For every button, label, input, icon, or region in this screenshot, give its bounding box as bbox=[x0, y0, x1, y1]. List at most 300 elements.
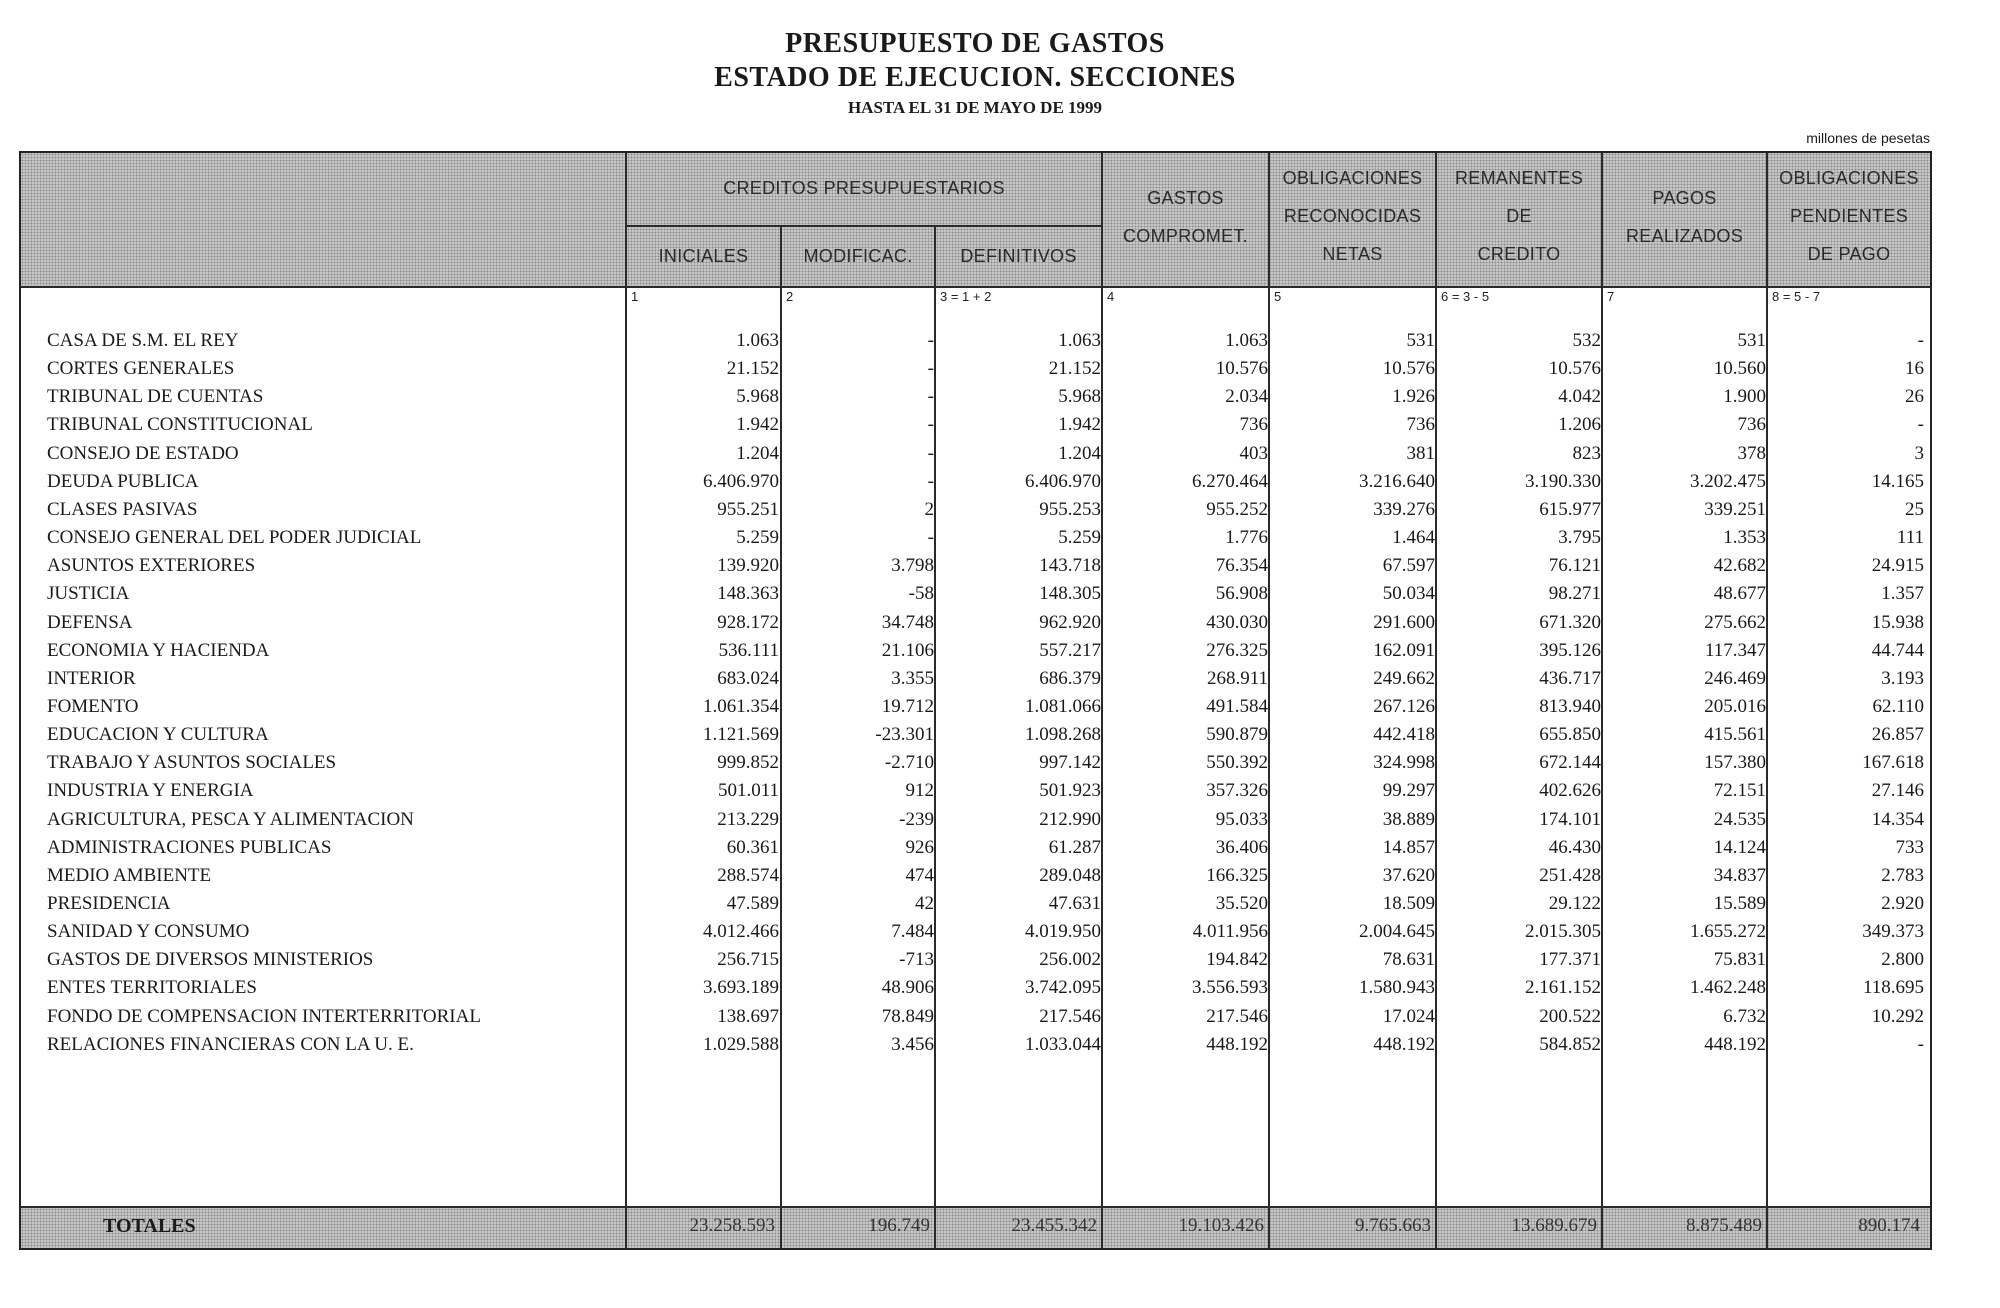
cell-definitivos: 1.081.066 bbox=[1025, 695, 1101, 717]
cell-pagos: 34.837 bbox=[1713, 864, 1766, 886]
cell-definitivos: 5.968 bbox=[1058, 386, 1101, 408]
formula-8: 8 = 5 - 7 bbox=[1772, 289, 1821, 304]
cell-iniciales: 536.111 bbox=[718, 639, 779, 661]
cell-pagos: 1.655.272 bbox=[1690, 921, 1766, 943]
cell-definitivos: 1.942 bbox=[1058, 414, 1101, 436]
table-row bbox=[21, 806, 1934, 834]
cell-definitivos: 47.631 bbox=[1048, 893, 1101, 914]
total-obligaciones: 9.765.663 bbox=[1355, 1215, 1431, 1236]
cell-modificac: - bbox=[927, 470, 934, 492]
cell-remanentes: 10.576 bbox=[1548, 358, 1601, 380]
cell-pagos: 339.251 bbox=[1704, 498, 1766, 520]
cell-gastos: 10.576 bbox=[1215, 358, 1268, 380]
cell-pendientes: - bbox=[1917, 414, 1924, 436]
cell-pendientes: 118.695 bbox=[1862, 977, 1924, 999]
table-row bbox=[21, 580, 1934, 608]
cell-definitivos: 212.990 bbox=[1039, 808, 1101, 830]
table-row bbox=[21, 777, 1934, 805]
cell-obligaciones: 291.600 bbox=[1373, 611, 1435, 633]
cell-iniciales: 148.363 bbox=[717, 583, 779, 605]
row-label: RELACIONES FINANCIERAS CON LA U. E. bbox=[47, 1033, 414, 1055]
header-oblig-1: OBLIGACIONES bbox=[1282, 168, 1423, 188]
cell-definitivos: 217.546 bbox=[1039, 1005, 1101, 1027]
cell-pendientes: 24.915 bbox=[1871, 555, 1924, 577]
cell-pendientes: 26 bbox=[1905, 386, 1924, 408]
table-row bbox=[21, 440, 1934, 468]
cell-gastos: 276.325 bbox=[1206, 639, 1268, 661]
row-label: CORTES GENERALES bbox=[47, 358, 235, 380]
cell-definitivos: 148.305 bbox=[1039, 583, 1101, 605]
table-row bbox=[21, 749, 1934, 777]
row-label: FONDO DE COMPENSACION INTERTERRITORIAL bbox=[47, 1005, 481, 1027]
row-label: DEUDA PUBLICA bbox=[47, 470, 199, 492]
header-pend-1: OBLIGACIONES bbox=[1779, 168, 1919, 188]
row-label: FOMENTO bbox=[47, 695, 139, 717]
cell-pagos: 6.732 bbox=[1723, 1005, 1766, 1027]
totals-label: TOTALES bbox=[103, 1215, 196, 1237]
cell-remanentes: 174.101 bbox=[1539, 808, 1601, 830]
cell-pendientes: 733 bbox=[1895, 836, 1924, 858]
cell-iniciales: 1.063 bbox=[736, 330, 779, 351]
cell-pendientes: 111 bbox=[1896, 527, 1924, 549]
cell-obligaciones: 99.297 bbox=[1382, 780, 1435, 802]
report-date: HASTA EL 31 DE MAYO DE 1999 bbox=[847, 98, 1103, 117]
cell-gastos: 56.908 bbox=[1215, 583, 1268, 605]
cell-gastos: 35.520 bbox=[1215, 893, 1268, 914]
cell-modificac: -2.710 bbox=[884, 752, 934, 774]
cell-pagos: 117.347 bbox=[1704, 639, 1766, 661]
header-rem-3: CREDITO bbox=[1477, 244, 1561, 264]
cell-pagos: 72.151 bbox=[1713, 780, 1766, 802]
cell-obligaciones: 78.631 bbox=[1382, 949, 1435, 971]
cell-modificac: - bbox=[927, 442, 934, 464]
header-rem-2: DE bbox=[1506, 206, 1532, 226]
cell-iniciales: 21.152 bbox=[726, 358, 779, 380]
row-label: AGRICULTURA, PESCA Y ALIMENTACION bbox=[47, 808, 414, 830]
cell-definitivos: 997.142 bbox=[1039, 752, 1101, 774]
cell-modificac: 21.106 bbox=[881, 639, 934, 661]
cell-iniciales: 1.942 bbox=[736, 414, 779, 436]
total-modificac: 196.749 bbox=[868, 1215, 930, 1236]
cell-pagos: 10.560 bbox=[1713, 358, 1766, 380]
formula-7: 7 bbox=[1607, 289, 1615, 304]
cell-definitivos: 1.098.268 bbox=[1025, 724, 1101, 746]
cell-pagos: 736 bbox=[1737, 414, 1766, 436]
cell-modificac: - bbox=[927, 358, 934, 380]
cell-pagos: 157.380 bbox=[1704, 752, 1766, 774]
cell-iniciales: 501.011 bbox=[717, 780, 779, 802]
cell-remanentes: 436.717 bbox=[1539, 667, 1601, 689]
cell-iniciales: 6.406.970 bbox=[703, 470, 779, 492]
cell-definitivos: 1.063 bbox=[1058, 330, 1101, 351]
row-label: INTERIOR bbox=[47, 667, 136, 689]
cell-pendientes: - bbox=[1917, 1033, 1924, 1055]
row-label: DEFENSA bbox=[47, 611, 133, 633]
cell-gastos: 491.584 bbox=[1206, 695, 1268, 717]
cell-remanentes: 251.428 bbox=[1539, 864, 1601, 886]
table-row bbox=[21, 890, 1934, 918]
cell-pendientes: 3 bbox=[1914, 442, 1924, 464]
cell-modificac: -239 bbox=[899, 808, 934, 830]
cell-iniciales: 1.204 bbox=[736, 442, 779, 464]
budget-table bbox=[19, 151, 1932, 1250]
cell-obligaciones: 267.126 bbox=[1373, 695, 1435, 717]
cell-gastos: 357.326 bbox=[1206, 780, 1268, 802]
cell-gastos: 448.192 bbox=[1206, 1033, 1268, 1055]
cell-obligaciones: 18.509 bbox=[1382, 893, 1435, 914]
cell-gastos: 194.842 bbox=[1206, 949, 1268, 971]
total-remanentes: 13.689.679 bbox=[1511, 1215, 1597, 1236]
header-iniciales: INICIALES bbox=[658, 246, 749, 266]
cell-pagos: 275.662 bbox=[1704, 611, 1766, 633]
cell-remanentes: 823 bbox=[1572, 442, 1601, 464]
cell-modificac: 3.456 bbox=[891, 1033, 934, 1055]
cell-pendientes: 2.800 bbox=[1881, 949, 1924, 971]
cell-pendientes: 15.938 bbox=[1871, 611, 1924, 633]
cell-remanentes: 813.940 bbox=[1539, 695, 1601, 717]
table-row bbox=[21, 552, 1934, 580]
cell-definitivos: 289.048 bbox=[1039, 864, 1101, 886]
cell-pendientes: 3.193 bbox=[1881, 667, 1924, 689]
cell-obligaciones: 1.580.943 bbox=[1359, 977, 1435, 999]
cell-gastos: 590.879 bbox=[1206, 724, 1268, 746]
cell-iniciales: 60.361 bbox=[726, 836, 779, 858]
cell-modificac: - bbox=[927, 527, 934, 549]
cell-obligaciones: 1.464 bbox=[1392, 527, 1435, 549]
cell-obligaciones: 3.216.640 bbox=[1359, 470, 1435, 492]
units-note: millones de pesetas bbox=[1806, 130, 1930, 146]
cell-definitivos: 962.920 bbox=[1039, 611, 1101, 633]
cell-definitivos: 256.002 bbox=[1039, 949, 1101, 971]
formula-3: 3 = 1 + 2 bbox=[940, 289, 992, 304]
cell-gastos: 955.252 bbox=[1206, 498, 1268, 520]
cell-pendientes: 167.618 bbox=[1862, 752, 1924, 774]
cell-definitivos: 501.923 bbox=[1039, 780, 1101, 802]
cell-iniciales: 288.574 bbox=[717, 864, 779, 886]
formula-1: 1 bbox=[631, 289, 639, 304]
cell-iniciales: 4.012.466 bbox=[703, 921, 779, 943]
cell-remanentes: 655.850 bbox=[1539, 724, 1601, 746]
cell-definitivos: 955.253 bbox=[1039, 498, 1101, 520]
table-row bbox=[21, 1003, 1934, 1031]
cell-modificac: 2 bbox=[924, 498, 934, 520]
table-row bbox=[21, 468, 1934, 496]
row-label: ECONOMIA Y HACIENDA bbox=[47, 639, 270, 661]
cell-remanentes: 402.626 bbox=[1539, 780, 1601, 802]
table-row bbox=[21, 609, 1934, 637]
cell-obligaciones: 736 bbox=[1406, 414, 1435, 436]
row-label: CONSEJO DE ESTADO bbox=[47, 442, 239, 464]
table-row bbox=[21, 496, 1934, 524]
cell-obligaciones: 2.004.645 bbox=[1359, 921, 1435, 943]
cell-gastos: 76.354 bbox=[1215, 555, 1268, 577]
total-gastos: 19.103.426 bbox=[1178, 1215, 1264, 1236]
total-pagos: 8.875.489 bbox=[1686, 1215, 1762, 1236]
row-label: PRESIDENCIA bbox=[47, 893, 171, 914]
row-label: TRABAJO Y ASUNTOS SOCIALES bbox=[47, 752, 337, 774]
cell-remanentes: 3.190.330 bbox=[1525, 470, 1601, 492]
cell-definitivos: 61.287 bbox=[1048, 836, 1101, 858]
cell-iniciales: 683.024 bbox=[717, 667, 779, 689]
header-definitivos: DEFINITIVOS bbox=[960, 246, 1077, 266]
header-pend-2: PENDIENTES bbox=[1789, 206, 1909, 226]
cell-remanentes: 584.852 bbox=[1539, 1033, 1601, 1055]
cell-obligaciones: 17.024 bbox=[1382, 1005, 1435, 1027]
cell-obligaciones: 249.662 bbox=[1373, 667, 1435, 689]
cell-pendientes: - bbox=[1917, 330, 1924, 351]
row-label: ADMINISTRACIONES PUBLICAS bbox=[47, 836, 332, 858]
header-pagos-2: REALIZADOS bbox=[1625, 226, 1744, 246]
cell-modificac: 7.484 bbox=[891, 921, 934, 943]
formula-2: 2 bbox=[786, 289, 794, 304]
row-label: INDUSTRIA Y ENERGIA bbox=[47, 780, 254, 802]
cell-gastos: 166.325 bbox=[1206, 864, 1268, 886]
cell-obligaciones: 442.418 bbox=[1373, 724, 1435, 746]
cell-pagos: 42.682 bbox=[1713, 555, 1766, 577]
cell-obligaciones: 14.857 bbox=[1382, 836, 1435, 858]
cell-iniciales: 256.715 bbox=[717, 949, 779, 971]
report-subtitle: ESTADO DE EJECUCION. SECCIONES bbox=[714, 62, 1236, 93]
cell-modificac: -713 bbox=[899, 949, 934, 971]
row-label: TRIBUNAL CONSTITUCIONAL bbox=[47, 414, 313, 436]
total-definitivos: 23.455.342 bbox=[1011, 1215, 1097, 1236]
cell-definitivos: 5.259 bbox=[1058, 527, 1101, 549]
cell-remanentes: 2.161.152 bbox=[1525, 977, 1601, 999]
cell-pendientes: 26.857 bbox=[1871, 724, 1924, 746]
row-label: ASUNTOS EXTERIORES bbox=[47, 555, 256, 577]
cell-pagos: 378 bbox=[1737, 442, 1766, 464]
row-label: EDUCACION Y CULTURA bbox=[47, 724, 269, 746]
cell-obligaciones: 162.091 bbox=[1373, 639, 1435, 661]
row-label: CLASES PASIVAS bbox=[47, 498, 198, 520]
cell-pagos: 246.469 bbox=[1704, 667, 1766, 689]
cell-pendientes: 25 bbox=[1905, 498, 1924, 520]
table-row bbox=[21, 524, 1934, 552]
header-oblig-2: RECONOCIDAS bbox=[1283, 206, 1422, 226]
table-row bbox=[21, 834, 1934, 862]
cell-pendientes: 2.920 bbox=[1881, 893, 1924, 914]
cell-remanentes: 3.795 bbox=[1558, 527, 1601, 549]
row-label: MEDIO AMBIENTE bbox=[47, 864, 212, 886]
cell-remanentes: 532 bbox=[1572, 330, 1601, 351]
table-row bbox=[21, 327, 1934, 355]
cell-gastos: 268.911 bbox=[1206, 667, 1268, 689]
cell-remanentes: 177.371 bbox=[1539, 949, 1601, 971]
cell-definitivos: 557.217 bbox=[1039, 639, 1101, 661]
cell-gastos: 430.030 bbox=[1206, 611, 1268, 633]
table-row bbox=[21, 1031, 1934, 1059]
header-creditos: CREDITOS PRESUPUESTARIOS bbox=[723, 178, 1005, 198]
report-title: PRESUPUESTO DE GASTOS bbox=[785, 28, 1165, 59]
cell-pagos: 1.353 bbox=[1723, 527, 1766, 549]
table-row bbox=[21, 721, 1934, 749]
cell-pagos: 448.192 bbox=[1704, 1033, 1766, 1055]
cell-iniciales: 1.061.354 bbox=[703, 695, 779, 717]
cell-iniciales: 138.697 bbox=[717, 1005, 779, 1027]
cell-gastos: 403 bbox=[1239, 442, 1268, 464]
table-row bbox=[21, 693, 1934, 721]
cell-modificac: 42 bbox=[915, 893, 934, 914]
cell-gastos: 1.776 bbox=[1225, 527, 1268, 549]
table-row bbox=[21, 383, 1934, 411]
cell-gastos: 95.033 bbox=[1215, 808, 1268, 830]
row-label: SANIDAD Y CONSUMO bbox=[47, 921, 250, 943]
cell-pendientes: 14.165 bbox=[1871, 470, 1924, 492]
cell-pagos: 205.016 bbox=[1704, 695, 1766, 717]
cell-gastos: 1.063 bbox=[1225, 330, 1268, 351]
cell-definitivos: 1.033.044 bbox=[1025, 1033, 1101, 1055]
cell-pagos: 415.561 bbox=[1704, 724, 1766, 746]
cell-pendientes: 2.783 bbox=[1881, 864, 1924, 886]
formula-6: 6 = 3 - 5 bbox=[1441, 289, 1490, 304]
cell-gastos: 736 bbox=[1239, 414, 1268, 436]
cell-iniciales: 213.229 bbox=[717, 808, 779, 830]
cell-remanentes: 76.121 bbox=[1548, 555, 1601, 577]
cell-iniciales: 3.693.189 bbox=[703, 977, 779, 999]
cell-obligaciones: 10.576 bbox=[1382, 358, 1435, 380]
cell-obligaciones: 37.620 bbox=[1382, 864, 1435, 886]
cell-definitivos: 1.204 bbox=[1058, 442, 1101, 464]
row-label: GASTOS DE DIVERSOS MINISTERIOS bbox=[47, 949, 374, 971]
cell-modificac: - bbox=[927, 414, 934, 436]
cell-remanentes: 46.430 bbox=[1548, 836, 1601, 858]
cell-pendientes: 44.744 bbox=[1871, 639, 1924, 661]
cell-definitivos: 686.379 bbox=[1039, 667, 1101, 689]
header-pend-3: DE PAGO bbox=[1807, 244, 1891, 264]
table-row bbox=[21, 665, 1934, 693]
cell-obligaciones: 381 bbox=[1406, 442, 1435, 464]
table-row bbox=[21, 355, 1934, 383]
cell-remanentes: 671.320 bbox=[1539, 611, 1601, 633]
table-row bbox=[21, 946, 1934, 974]
cell-obligaciones: 448.192 bbox=[1373, 1033, 1435, 1055]
cell-definitivos: 21.152 bbox=[1048, 358, 1101, 380]
row-label: ENTES TERRITORIALES bbox=[47, 977, 257, 999]
formula-4: 4 bbox=[1107, 289, 1115, 304]
cell-gastos: 4.011.956 bbox=[1192, 921, 1268, 943]
cell-modificac: - bbox=[927, 330, 934, 351]
cell-pagos: 1.900 bbox=[1723, 386, 1766, 408]
header-modificac: MODIFICAC. bbox=[803, 246, 913, 266]
cell-iniciales: 1.121.569 bbox=[703, 724, 779, 746]
row-label: TRIBUNAL DE CUENTAS bbox=[47, 386, 264, 408]
cell-remanentes: 672.144 bbox=[1539, 752, 1601, 774]
cell-obligaciones: 324.998 bbox=[1373, 752, 1435, 774]
cell-iniciales: 955.251 bbox=[717, 498, 779, 520]
cell-pendientes: 1.357 bbox=[1881, 583, 1924, 605]
cell-gastos: 3.556.593 bbox=[1192, 977, 1268, 999]
cell-pagos: 14.124 bbox=[1713, 836, 1766, 858]
cell-modificac: 3.798 bbox=[891, 555, 934, 577]
cell-modificac: 34.748 bbox=[881, 611, 934, 633]
cell-remanentes: 4.042 bbox=[1558, 386, 1601, 408]
cell-definitivos: 3.742.095 bbox=[1025, 977, 1101, 999]
row-label: JUSTICIA bbox=[47, 583, 130, 605]
header-pagos-1: PAGOS bbox=[1652, 188, 1717, 208]
cell-remanentes: 615.977 bbox=[1539, 498, 1601, 520]
cell-definitivos: 143.718 bbox=[1039, 555, 1101, 577]
cell-remanentes: 200.522 bbox=[1539, 1005, 1601, 1027]
table-row bbox=[21, 637, 1934, 665]
table-row bbox=[21, 411, 1934, 439]
cell-pagos: 3.202.475 bbox=[1690, 470, 1766, 492]
table-row bbox=[21, 862, 1934, 890]
cell-obligaciones: 50.034 bbox=[1382, 583, 1435, 605]
cell-pendientes: 27.146 bbox=[1871, 780, 1924, 802]
cell-definitivos: 6.406.970 bbox=[1025, 470, 1101, 492]
cell-pendientes: 349.373 bbox=[1862, 921, 1924, 943]
cell-iniciales: 47.589 bbox=[726, 893, 779, 914]
cell-pendientes: 16 bbox=[1905, 358, 1924, 380]
cell-iniciales: 1.029.588 bbox=[703, 1033, 779, 1055]
cell-obligaciones: 339.276 bbox=[1373, 498, 1435, 520]
header-shade-left bbox=[21, 153, 627, 288]
formula-5: 5 bbox=[1274, 289, 1282, 304]
cell-pagos: 15.589 bbox=[1713, 893, 1766, 914]
row-label: CONSEJO GENERAL DEL PODER JUDICIAL bbox=[47, 527, 422, 549]
cell-pendientes: 14.354 bbox=[1871, 808, 1924, 830]
header-gastos-2: COMPROMET. bbox=[1122, 226, 1248, 246]
total-iniciales: 23.258.593 bbox=[689, 1215, 775, 1236]
table-row bbox=[21, 974, 1934, 1002]
cell-modificac: 3.355 bbox=[891, 667, 934, 689]
cell-remanentes: 29.122 bbox=[1548, 893, 1601, 914]
cell-iniciales: 5.968 bbox=[736, 386, 779, 408]
cell-obligaciones: 38.889 bbox=[1382, 808, 1435, 830]
cell-modificac: 912 bbox=[905, 780, 934, 802]
cell-iniciales: 5.259 bbox=[736, 527, 779, 549]
header-oblig-3: NETAS bbox=[1322, 244, 1383, 264]
cell-modificac: 474 bbox=[905, 864, 934, 886]
cell-pagos: 531 bbox=[1737, 330, 1766, 351]
cell-remanentes: 1.206 bbox=[1558, 414, 1601, 436]
cell-iniciales: 999.852 bbox=[717, 752, 779, 774]
cell-modificac: 78.849 bbox=[881, 1005, 934, 1027]
table-row bbox=[21, 918, 1934, 946]
cell-remanentes: 98.271 bbox=[1548, 583, 1601, 605]
cell-gastos: 36.406 bbox=[1215, 836, 1268, 858]
cell-pagos: 48.677 bbox=[1713, 583, 1766, 605]
cell-iniciales: 928.172 bbox=[717, 611, 779, 633]
cell-pagos: 75.831 bbox=[1713, 949, 1766, 971]
cell-remanentes: 395.126 bbox=[1539, 639, 1601, 661]
cell-gastos: 6.270.464 bbox=[1192, 470, 1268, 492]
cell-modificac: 926 bbox=[905, 836, 934, 858]
cell-gastos: 550.392 bbox=[1206, 752, 1268, 774]
totals-shade bbox=[21, 1208, 1930, 1248]
cell-obligaciones: 67.597 bbox=[1382, 555, 1435, 577]
row-label: CASA DE S.M. EL REY bbox=[47, 330, 239, 351]
cell-modificac: - bbox=[927, 386, 934, 408]
cell-pendientes: 62.110 bbox=[1872, 695, 1924, 717]
cell-modificac: 19.712 bbox=[881, 695, 934, 717]
cell-pagos: 1.462.248 bbox=[1690, 977, 1766, 999]
cell-pagos: 24.535 bbox=[1713, 808, 1766, 830]
cell-modificac: 48.906 bbox=[881, 977, 934, 999]
cell-gastos: 2.034 bbox=[1225, 386, 1268, 408]
cell-obligaciones: 1.926 bbox=[1392, 386, 1435, 408]
header-rem-1: REMANENTES bbox=[1454, 168, 1583, 188]
cell-iniciales: 139.920 bbox=[717, 555, 779, 577]
total-pendientes: 890.174 bbox=[1858, 1215, 1920, 1236]
header-gastos-1: GASTOS bbox=[1147, 188, 1224, 208]
cell-modificac: -58 bbox=[908, 583, 934, 605]
cell-obligaciones: 531 bbox=[1406, 330, 1435, 351]
cell-modificac: -23.301 bbox=[875, 724, 934, 746]
cell-gastos: 217.546 bbox=[1206, 1005, 1268, 1027]
cell-pendientes: 10.292 bbox=[1871, 1005, 1924, 1027]
cell-remanentes: 2.015.305 bbox=[1525, 921, 1601, 943]
